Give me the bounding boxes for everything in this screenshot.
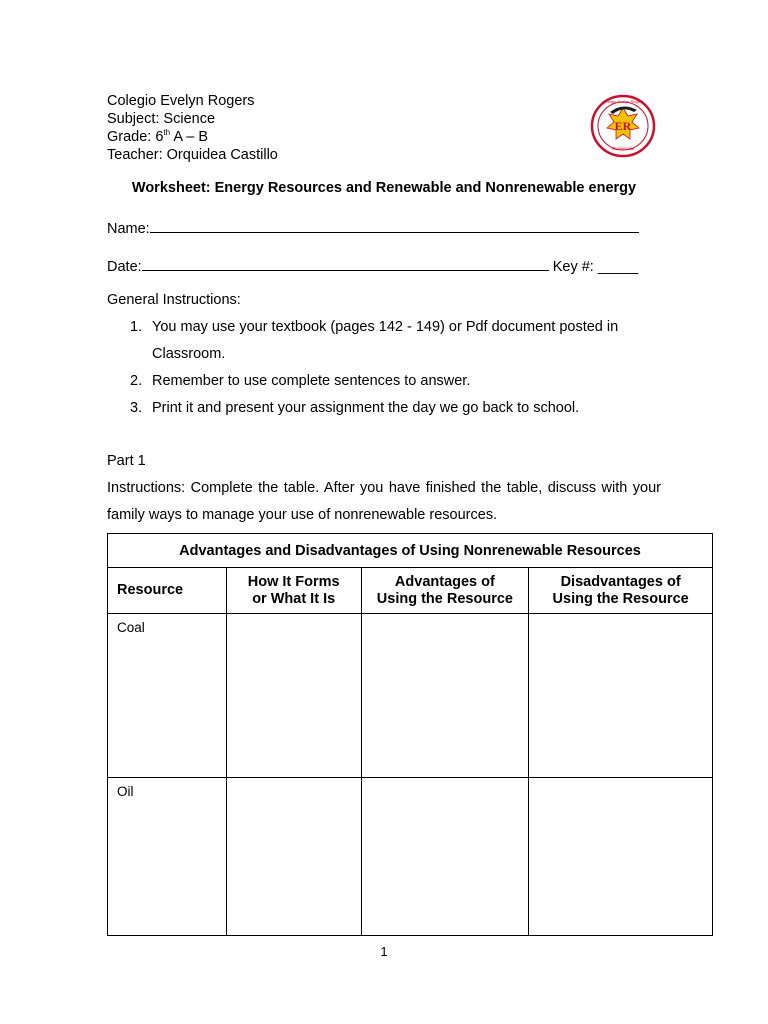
name-field[interactable] xyxy=(150,218,639,233)
how-it-forms-cell[interactable] xyxy=(226,778,361,936)
list-item: 2. Remember to use complete sentences to answer. xyxy=(130,373,471,389)
subject-line: Subject: Science xyxy=(107,111,216,127)
name-label: Name: xyxy=(107,221,150,237)
header-advantages: Advantages of Using the Resource xyxy=(361,568,529,614)
advantages-cell[interactable] xyxy=(361,614,529,778)
document-header xyxy=(107,92,278,164)
header-how-it-forms: How It Forms or What It Is xyxy=(226,568,361,614)
name-row xyxy=(107,218,639,237)
disadvantages-cell[interactable] xyxy=(529,778,713,936)
logo-monogram: ER xyxy=(614,119,632,133)
general-instructions-heading: General Instructions: xyxy=(107,292,241,308)
resource-cell-coal: Coal xyxy=(108,614,227,778)
list-item: 1. You may use your textbook (pages 142 - 149) or Pdf document posted in Classroom. xyxy=(130,319,619,362)
resource-cell-oil: Oil xyxy=(108,778,227,936)
teacher-line: Teacher: Orquidea Castillo xyxy=(107,147,278,163)
school-logo-icon xyxy=(590,94,656,158)
page-number: 1 xyxy=(380,944,388,959)
logo-top-text: Colegio Evelyn Rogers xyxy=(602,99,644,104)
table-header-row xyxy=(108,568,713,614)
date-field[interactable] xyxy=(142,256,549,271)
instructions-list xyxy=(107,314,667,422)
resources-table xyxy=(107,533,713,936)
header-resource: Resource xyxy=(108,568,227,614)
key-number-field[interactable]: Key #: _____ xyxy=(552,259,639,275)
list-item: 3. Print it and present your assignment the day we go back to school. xyxy=(130,400,580,416)
disadvantages-cell[interactable] xyxy=(529,614,713,778)
part1-instructions: Instructions: Complete the table. After you have finished the table, discuss with your family ways to manage your use of nonrenewable resources. xyxy=(107,480,661,523)
table-row xyxy=(108,614,713,778)
worksheet-title: Worksheet: Energy Resources and Renewable and Nonrenewable energy xyxy=(131,180,637,196)
advantages-cell[interactable] xyxy=(361,778,529,936)
table-row xyxy=(108,778,713,936)
part1-label: Part 1 xyxy=(107,453,146,469)
date-label: Date: xyxy=(107,259,142,275)
table-caption: Advantages and Disadvantages of Using Nonrenewable Resources xyxy=(108,534,713,568)
header-disadvantages: Disadvantages of Using the Resource xyxy=(529,568,713,614)
grade-line: Grade: 6th A – B xyxy=(107,128,208,145)
table-caption-row xyxy=(108,534,713,568)
how-it-forms-cell[interactable] xyxy=(226,614,361,778)
date-row xyxy=(107,256,638,275)
school-name: Colegio Evelyn Rogers xyxy=(107,93,255,109)
logo-bottom-text: Guatemala xyxy=(611,146,635,151)
